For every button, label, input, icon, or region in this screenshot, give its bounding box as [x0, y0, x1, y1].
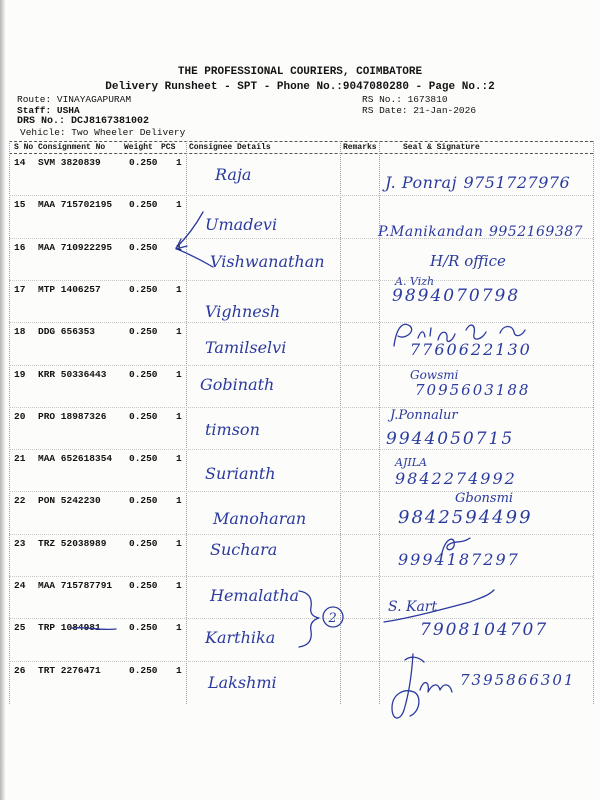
row-weight: 0.250: [129, 283, 158, 295]
signature-phone: 9894070798: [392, 285, 521, 306]
row-pcs: 1: [176, 241, 182, 253]
row-consignee-name: Umadevi: [205, 215, 278, 235]
row-consignment-no: SVM 3820839: [38, 157, 101, 168]
route-label: Route: VINAYAGAPURAM: [17, 94, 132, 105]
company-title: THE PROFESSIONAL COURIERS, COIMBATORE: [177, 66, 423, 78]
row-consignment-no: MAA 652618354: [38, 453, 113, 465]
row-weight: 0.250: [129, 622, 158, 634]
row-pcs: 1: [176, 664, 182, 676]
signature-name: S. Kart: [388, 599, 438, 616]
row-consignment-no: KRR 50336443: [38, 368, 107, 380]
row-sno: 22: [14, 495, 26, 507]
header-top-rule: [9, 141, 593, 142]
row-sno: 15: [14, 199, 26, 211]
row-pcs: 1: [176, 453, 182, 465]
row-pcs: 1: [176, 537, 182, 549]
signature-phone: 7095603188: [415, 380, 531, 399]
signature-name: P.Manikandan: [378, 224, 484, 241]
row-consignment-no: TRP 1084981: [38, 622, 101, 634]
row-pcs: 1: [176, 410, 182, 422]
row-consignment-no: MAA 710922295: [38, 241, 113, 253]
signature-phone: 9751727976: [463, 173, 571, 192]
row-separator: [9, 576, 593, 577]
signature-phone: 7908104707: [420, 620, 549, 641]
column-header-signature: Seal & Signature: [403, 143, 480, 152]
column-header-sno: S No: [14, 143, 34, 152]
row-sno: 19: [14, 368, 26, 380]
rs-number: RS No.: 1673810: [362, 94, 448, 105]
row-consignee-name: Vishwanathan: [210, 251, 325, 271]
row-consignment-no: PON 5242230: [38, 495, 101, 507]
row-separator: [9, 449, 593, 450]
drs-number: DRS No.: DCJ8167381002: [17, 116, 150, 127]
row-consignee-name: Karthika: [205, 628, 276, 648]
group-arrow-lower: [177, 249, 213, 267]
signature-phone: 9944050715: [386, 428, 515, 449]
row-consignment-no: PRO 18987326: [38, 410, 107, 422]
column-rule-left: [9, 141, 10, 704]
row-consignment-no: MTP 1406257: [38, 283, 101, 295]
signature-name: H/R office: [430, 251, 506, 270]
signature-name: Gowsmi: [410, 367, 459, 382]
row-signature: [385, 175, 570, 191]
row-consignee-name: Raja: [215, 165, 252, 184]
row-consignment-no: TRZ 52038989: [38, 537, 107, 549]
row-pcs: 1: [176, 326, 182, 338]
row-sno: 18: [14, 326, 26, 338]
column-header-remarks: Remarks: [343, 143, 377, 152]
row-weight: 0.250: [129, 495, 158, 507]
row-weight: 0.250: [129, 580, 158, 591]
row-separator: [9, 195, 593, 196]
row-pcs: 1: [176, 495, 182, 507]
signature-name: Gbonsmi: [455, 491, 514, 507]
vehicle-label: Vehicle: Two Wheeler Delivery: [20, 127, 186, 138]
row-separator: [9, 322, 593, 323]
row-pcs: 1: [176, 283, 182, 295]
runsheet-subtitle: Delivery Runsheet - SPT - Phone No.:9047080280 - Page No.:2: [105, 81, 495, 93]
row-consignment-no: MAA 715702195: [38, 199, 113, 211]
row-consignee-name: Suchara: [210, 539, 278, 559]
row-consignee-name: timson: [205, 419, 260, 439]
row-separator: [9, 238, 593, 239]
row-separator: [9, 280, 593, 281]
signature-name: J.Ponnalur: [390, 407, 458, 423]
row-separator: [9, 661, 593, 662]
row-separator: [9, 365, 593, 366]
row-weight: 0.250: [129, 537, 158, 549]
row-consignment-no: MAA 715787791: [38, 580, 113, 591]
column-header-weight: Weight: [124, 143, 153, 152]
row-consignee-name: Manoharan: [213, 509, 307, 529]
column-rule-right: [593, 141, 594, 704]
signature-phone: 9842594499: [398, 507, 533, 529]
column-header-consignment: Consignment No: [38, 143, 106, 152]
signature-name: J. Ponraj: [385, 173, 458, 192]
signature-phone: 9842274992: [395, 469, 517, 489]
row-consignee-name: Vighnesh: [205, 301, 281, 321]
row-pcs: 1: [176, 368, 182, 380]
row-consignment-no: TRT 2276471: [38, 664, 101, 676]
row-pcs: 1: [176, 157, 182, 168]
column-rule-consignee: [186, 141, 187, 704]
row-sno: 26: [14, 664, 26, 676]
row-weight: 0.250: [129, 199, 158, 211]
row-sno: 21: [14, 453, 26, 465]
group-count: 2: [328, 611, 337, 626]
staff-label: Staff: USHA: [17, 105, 80, 116]
row-pcs: 1: [176, 199, 182, 211]
signature-scribble-row26: [392, 654, 452, 718]
row-weight: 0.250: [129, 326, 158, 338]
row-weight: 0.250: [129, 664, 158, 676]
row-weight: 0.250: [129, 410, 158, 422]
row-pcs: 1: [176, 580, 182, 591]
signature-name: AJILA: [395, 456, 427, 470]
row-separator: [9, 618, 593, 619]
row-consignee-name: Surianth: [205, 464, 276, 484]
row-sno: 16: [14, 241, 26, 253]
row-sno: 24: [14, 580, 26, 591]
row-consignee-name: Tamilselvi: [205, 338, 287, 358]
column-header-consignee: Consignee Details: [189, 143, 271, 152]
signature-phone: 9994187297: [398, 549, 520, 569]
row-weight: 0.250: [129, 241, 158, 253]
signature-phone: 7760622130: [410, 340, 532, 360]
row-sno: 14: [14, 157, 26, 168]
signature-name: A. Vizh: [395, 274, 435, 288]
signature-phone: 7395866301: [460, 670, 576, 689]
row-weight: 0.250: [129, 368, 158, 380]
row-weight: 0.250: [129, 453, 158, 465]
row-pcs: 1: [176, 622, 182, 634]
row-sno: 20: [14, 410, 26, 422]
row-consignee-name: Hemalatha: [210, 586, 300, 605]
row-consignee-name: Gobinath: [200, 374, 275, 394]
scan-edge: [0, 0, 5, 800]
row-weight: 0.250: [129, 157, 158, 168]
row-separator: [9, 534, 593, 535]
row-consignment-no: DDG 656353: [38, 326, 96, 338]
row-sno: 25: [14, 622, 26, 634]
rs-date: RS Date: 21-Jan-2026: [362, 105, 477, 116]
column-rule-remarks: [340, 141, 341, 704]
row-consignee-name: Lakshmi: [208, 672, 277, 692]
row-sno: 23: [14, 537, 26, 549]
row-separator: [9, 407, 593, 408]
header-bottom-rule: [9, 153, 593, 154]
signature-phone: 9952169387: [488, 224, 584, 241]
row-sno: 17: [14, 283, 26, 295]
column-header-pcs: PCS: [161, 143, 176, 152]
